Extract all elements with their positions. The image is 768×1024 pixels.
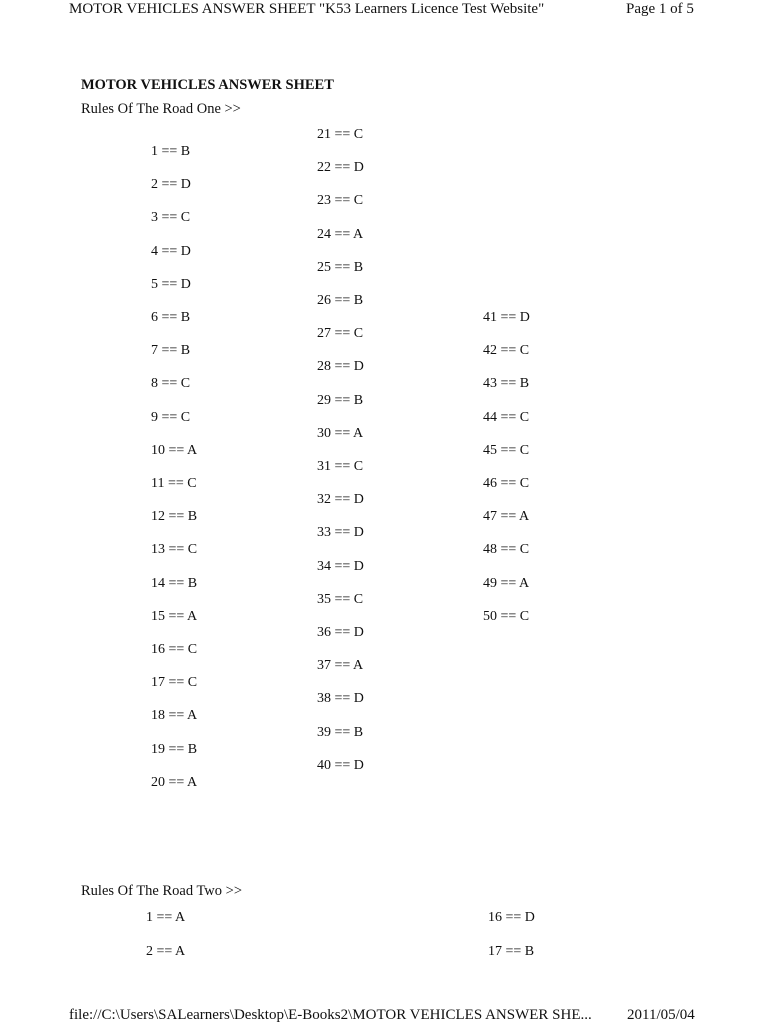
answer-item: 6 == B	[151, 310, 191, 325]
answer-item: 28 == D	[317, 359, 364, 375]
answer-item: 46 == C	[483, 476, 530, 491]
answer-item: 20 == A	[151, 774, 198, 790]
answer-item: 5 == D	[151, 276, 191, 292]
answer-item: 26 == B	[317, 293, 364, 308]
answer-item: 16 == C	[151, 642, 198, 657]
answer-item: 2 == A	[146, 944, 186, 959]
footer-file-path: file://C:\Users\SALearners\Desktop\E-Books2\MOTOR VEHICLES ANSWER SHE...	[69, 1007, 592, 1023]
answer-item: 18 == A	[151, 708, 198, 724]
answer-item: 7 == B	[151, 343, 191, 359]
answer-item: 42 == C	[483, 343, 530, 359]
answer-item: 14 == B	[151, 575, 198, 591]
footer-date: 2011/05/04	[627, 1007, 695, 1023]
answer-item: 47 == A	[483, 509, 530, 525]
answer-item: 10 == A	[151, 442, 198, 458]
answer-item: 44 == C	[483, 409, 530, 425]
answer-item: 37 == A	[317, 658, 364, 674]
answer-item: 34 == D	[317, 558, 364, 574]
answer-item: 3 == C	[151, 210, 191, 226]
answer-item: 19 == B	[151, 741, 198, 757]
answer-item: 23 == C	[317, 193, 364, 209]
answer-item: 4 == D	[151, 243, 191, 259]
answer-item: 39 == B	[317, 724, 364, 740]
answer-item: 30 == A	[317, 425, 364, 441]
answer-item: 22 == D	[317, 160, 364, 176]
answer-item: 29 == B	[317, 392, 364, 408]
answer-item: 15 == A	[151, 608, 198, 624]
answer-item: 32 == D	[317, 492, 364, 508]
answer-item: 50 == C	[483, 608, 530, 624]
answer-item: 1 == B	[151, 144, 191, 159]
answer-item: 21 == C	[317, 127, 364, 142]
answer-item: 24 == A	[317, 226, 364, 242]
answer-item: 25 == B	[317, 259, 364, 275]
answer-item: 16 == D	[488, 910, 535, 925]
answer-item: 36 == D	[317, 625, 364, 640]
answer-item: 11 == C	[151, 476, 197, 491]
answer-item: 40 == D	[317, 757, 364, 773]
answer-item: 41 == D	[483, 310, 530, 325]
answer-item: 17 == C	[151, 675, 198, 691]
answer-item: 17 == B	[488, 944, 535, 959]
answer-item: 27 == C	[317, 326, 364, 342]
answer-item: 8 == C	[151, 376, 191, 392]
answer-item: 43 == B	[483, 376, 530, 392]
answer-item: 35 == C	[317, 591, 364, 607]
answer-item: 48 == C	[483, 542, 530, 558]
header-title: MOTOR VEHICLES ANSWER SHEET "K53 Learners Licence Test Website"	[69, 1, 545, 17]
answer-item: 12 == B	[151, 509, 198, 525]
answer-item: 45 == C	[483, 442, 530, 458]
answer-item: 2 == D	[151, 177, 191, 193]
answer-item: 49 == A	[483, 575, 530, 591]
answer-item: 13 == C	[151, 542, 198, 558]
answer-item: 1 == A	[146, 910, 186, 925]
section-heading-rules-one: Rules Of The Road One >>	[81, 101, 241, 117]
answer-item: 33 == D	[317, 525, 364, 541]
document-title: MOTOR VEHICLES ANSWER SHEET	[81, 77, 334, 93]
section-heading-rules-two: Rules Of The Road Two >>	[81, 883, 243, 899]
answer-item: 31 == C	[317, 459, 364, 474]
page-number: Page 1 of 5	[626, 1, 694, 17]
answer-item: 38 == D	[317, 691, 364, 707]
answer-item: 9 == C	[151, 409, 191, 425]
